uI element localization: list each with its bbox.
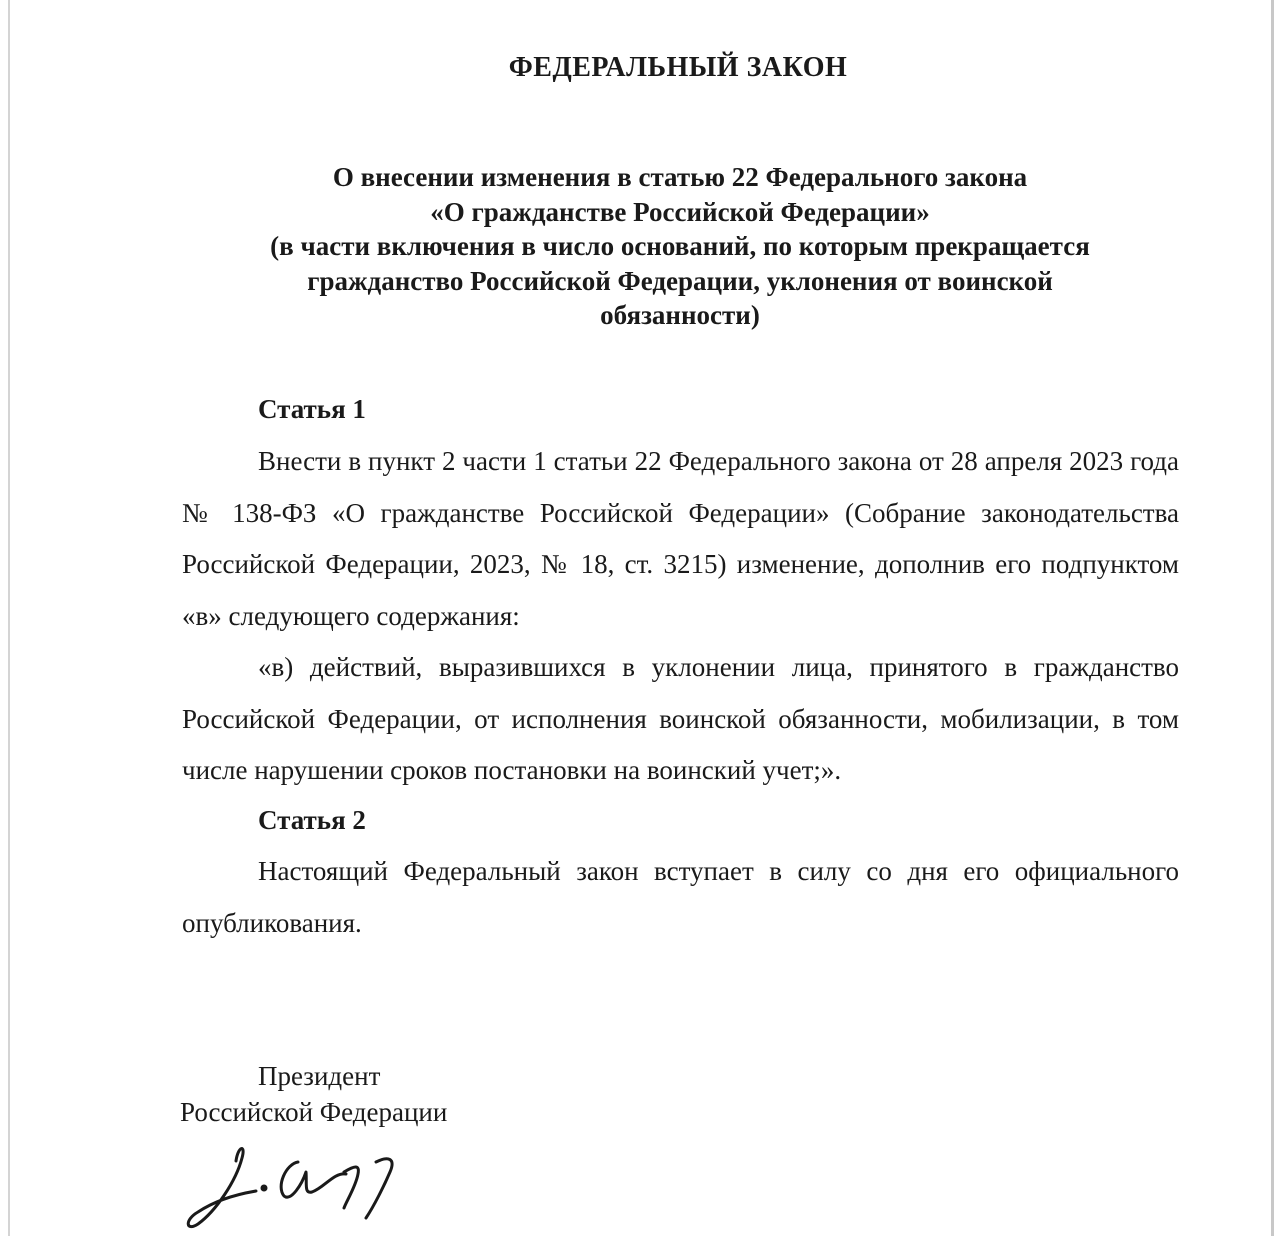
subject-line: О внесении изменения в статью 22 Федерального закона: [332, 162, 1028, 192]
signatory-country: Российской Федерации: [180, 1097, 448, 1127]
signatory-title: Президент: [258, 1061, 381, 1091]
page-edge-right: [1271, 0, 1274, 1236]
subject-line: (в части включения в число оснований, по которым прекращается: [270, 231, 1090, 261]
article-1-paragraph-2: «в) действий, выразившихся в уклонении лица, принятого в гражданство Российской Федерации, от исполнения воинской обязанности, мобилизации, в том числе нарушении сроков постановки на воинский учет;».: [182, 652, 1179, 785]
handwritten-signature-icon: [176, 1136, 416, 1236]
page-edge-left: [8, 0, 10, 1236]
subject-line: обязанности): [600, 300, 760, 330]
document-title: ФЕДЕРАЛЬНЫЙ ЗАКОН: [508, 52, 848, 83]
subject-line: гражданство Российской Федерации, уклонения от воинской: [307, 265, 1053, 296]
article-1-paragraph-1: Внести в пункт 2 части 1 статьи 22 Федерального закона от 28 апреля 2023 года № 138-ФЗ «О гражданстве Российской Федерации» (Собрание законодательства Российской Федерации, 2023, № 18, ст. 3215) изменение, дополнив его подпунктом «в» следующего содержания:: [182, 446, 1179, 631]
article-1-heading: Статья 1: [258, 394, 366, 424]
article-2-heading: Статья 2: [258, 805, 366, 835]
law-subject: [180, 160, 1180, 333]
subject-line: «О гражданстве Российской Федерации»: [430, 196, 930, 227]
article-2-paragraph: Настоящий Федеральный закон вступает в силу со дня его официального опубликования.: [182, 856, 1179, 938]
